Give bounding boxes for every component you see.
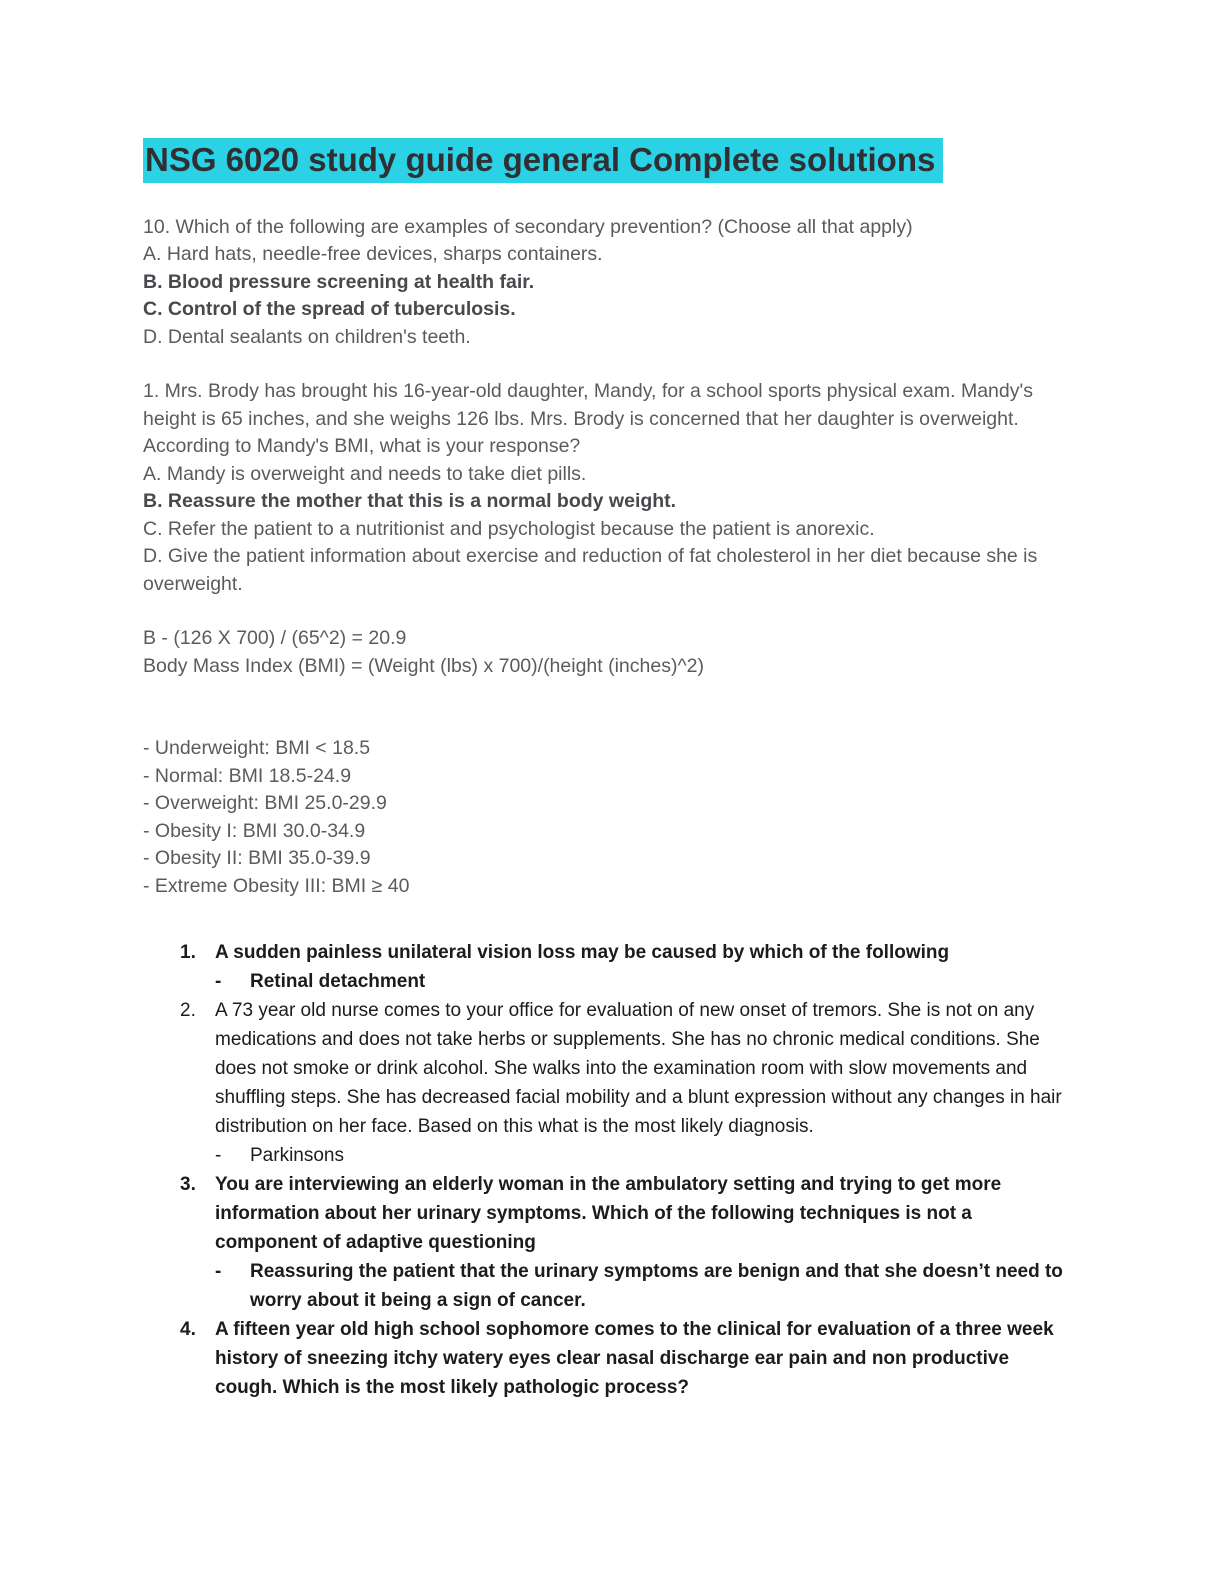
question-10-block — [143, 214, 1072, 352]
bmi-range-obesity-1: - Obesity I: BMI 30.0-34.9 — [143, 819, 366, 842]
bmi-range-overweight: - Overweight: BMI 25.0-29.9 — [143, 792, 387, 815]
quiz-item-1-number: 1. — [180, 942, 196, 964]
answer-dash-icon: - — [215, 1145, 222, 1167]
question-10-option-c: C. Control of the spread of tuberculosis. — [143, 298, 516, 321]
quiz-item-4-number: 4. — [180, 1319, 196, 1341]
quiz-item-4 — [180, 1315, 1072, 1402]
question-10-option-a: A. Hard hats, needle-free devices, sharps containers. — [143, 243, 603, 266]
question-1-option-b: B. Reassure the mother that this is a normal body weight. — [143, 490, 677, 513]
quiz-item-3-content — [215, 1170, 1072, 1315]
bmi-range-underweight: - Underweight: BMI < 18.5 — [143, 737, 371, 760]
quiz-list — [180, 938, 1072, 1402]
quiz-item-2-content — [215, 996, 1072, 1170]
quiz-item-2 — [180, 996, 1072, 1170]
question-1-option-a: A. Mandy is overweight and needs to take diet pills. — [143, 462, 587, 485]
quiz-item-1 — [180, 938, 1072, 996]
quiz-item-2-answer: Parkinsons — [250, 1145, 344, 1167]
quiz-item-1-answer: Retinal detachment — [250, 971, 426, 993]
quiz-item-2-question: A 73 year old nurse comes to your office for evaluation of new onset of tremors. She is not on any medications and does not take herbs or supplements. She has no chronic medical conditions. She does not smoke or drink alcohol. She walks into the examination room with slow movements and shuffling steps. She has decreased facial mobility and a blunt expression without any changes in hair distribution on her face. Based on this what is the most likely diagnosis. — [215, 1000, 1062, 1138]
quiz-item-4-content — [215, 1315, 1072, 1402]
quiz-item-1-content — [215, 938, 1072, 996]
bmi-range-obesity-2: - Obesity II: BMI 35.0-39.9 — [143, 847, 371, 870]
bmi-range-extreme-obesity: - Extreme Obesity III: BMI ≥ 40 — [143, 874, 410, 897]
quiz-item-3-answer-row — [215, 1257, 1072, 1315]
section-gray-text — [143, 214, 1072, 901]
answer-dash-icon: - — [215, 971, 222, 993]
answer-dash-icon: - — [215, 1261, 222, 1283]
question-10-option-b: B. Blood pressure screening at health fair. — [143, 270, 535, 293]
quiz-item-3-question: You are interviewing an elderly woman in the ambulatory setting and trying to get more information about her urinary symptoms. Which of the following techniques is not a component of adaptive questioning — [215, 1174, 1002, 1254]
quiz-item-3-answer: Reassuring the patient that the urinary symptoms are benign and that she doesn’t need to worry about it being a sign of cancer. — [250, 1261, 1063, 1312]
quiz-item-3-number: 3. — [180, 1174, 196, 1196]
quiz-item-3 — [180, 1170, 1072, 1315]
page-title — [143, 140, 1072, 180]
quiz-item-2-number: 2. — [180, 1000, 196, 1022]
question-1-text: 1. Mrs. Brody has brought his 16-year-old daughter, Mandy, for a school sports physical exam. Mandy's height is 65 inches, and she weighs 126 lbs. Mrs. Brody is concerned that her daughter is overweight. According to Mandy's BMI, what is your response? — [143, 380, 1033, 458]
question-1-block — [143, 378, 1072, 598]
quiz-item-1-question: A sudden painless unilateral vision loss may be caused by which of the following — [215, 942, 950, 964]
bmi-calculation: B - (126 X 700) / (65^2) = 20.9 — [143, 627, 407, 650]
bmi-ranges-block — [143, 735, 1072, 900]
question-1-option-c: C. Refer the patient to a nutritionist and psychologist because the patient is anorexic. — [143, 517, 875, 540]
quiz-item-4-question: A fifteen year old high school sophomore comes to the clinical for evaluation of a three week history of sneezing itchy watery eyes clear nasal discharge ear pain and non productive cough. Which is the most likely pathologic process? — [215, 1319, 1054, 1399]
bmi-formula: Body Mass Index (BMI) = (Weight (lbs) x 700)/(height (inches)^2) — [143, 654, 704, 677]
quiz-item-1-answer-row — [215, 967, 1072, 996]
question-1-option-d: D. Give the patient information about exercise and reduction of fat cholesterol in her diet because she is overweight. — [143, 545, 1038, 595]
title-highlight: NSG 6020 study guide general Complete solutions — [143, 138, 943, 183]
question-10-option-d: D. Dental sealants on children's teeth. — [143, 325, 471, 348]
question-10-text: 10. Which of the following are examples of secondary prevention? (Choose all that apply) — [143, 215, 913, 238]
bmi-range-normal: - Normal: BMI 18.5-24.9 — [143, 764, 352, 787]
quiz-item-2-answer-row — [215, 1141, 1072, 1170]
